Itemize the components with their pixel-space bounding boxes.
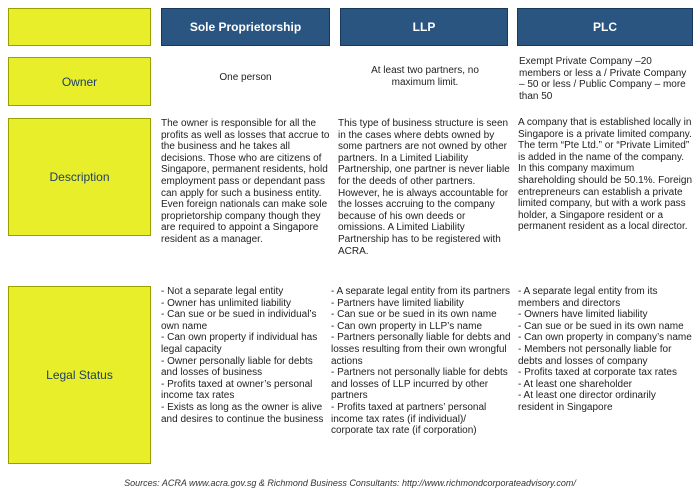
list-item: - Can own property in LLP’s name <box>331 320 483 332</box>
description-plc: A company that is established locally in Singapore is a private limited company. The term “Pte Ltd.” or “Private Limited” is added in the name of the company. In this company maximum shareholding should be 50.1%. Foreign entrepreneurs can establish a private limited company, but with a work pass holder, a Singapore resident or a permanent resident as a local director. <box>518 117 693 233</box>
description-sole: The owner is responsible for all the profits as well as losses that accrue to the business and he takes all decisions. Those who are citizens of Singapore, permanent residents, hold employment pass or dependant pass can apply for such a business entity. Even foreign nationals can make sole proprietorship company though they are required to appoint a Singapore resident as a manager. <box>161 118 330 245</box>
list-item: - Profits taxed at partners’ personal income tax rates (if individual)/ corporate tax rate (if corporation) <box>331 401 487 437</box>
list-item: - Can sue or be sued in its own name <box>518 320 684 332</box>
list-item: - At least one shareholder <box>518 378 632 390</box>
list-item: - At least one director ordinarily resident in Singapore <box>518 390 656 413</box>
list-item: - Owner has unlimited liability <box>161 297 292 309</box>
list-item: - Can own property in company’s name <box>518 332 692 344</box>
header-plc: PLC <box>517 8 693 46</box>
row-label-description: Description <box>8 118 151 236</box>
owner-llp: At least two partners, no maximum limit. <box>371 65 479 88</box>
list-item: - Profits taxed at corporate tax rates <box>518 367 677 379</box>
list-item: - Partners not personally liable for debts and losses of LLP incurred by other partners <box>331 367 508 402</box>
header-corner-cell <box>8 8 151 46</box>
legal-llp <box>331 286 511 437</box>
header-sole-proprietorship: Sole Proprietorship <box>161 8 330 46</box>
list-item: - Partners personally liable for debts and losses resulting from their own wrongful actions <box>331 332 511 367</box>
header-llp: LLP <box>340 8 508 46</box>
list-item: - Can own property if individual has legal capacity <box>161 332 318 355</box>
description-llp: This type of business structure is seen in the cases where debts owned by some partners are not owned by other partners. In a Limited Liability Partnership, one partner is never liable for the deeds of other partners. However, he is always accountable for the losses accruing to the company because of his own deeds or omissions. A Limited Liability Partnership has to be registered with ACRA. <box>338 118 510 257</box>
sources-footnote: Sources: ACRA www.acra.gov.sg & Richmond Business Consultants: http://www.richmondcorporateadvisory.com/ <box>124 478 576 488</box>
list-item: - Members not personally liable for debts and losses of company <box>518 343 672 367</box>
list-item: - Partners have limited liability <box>331 297 464 309</box>
list-item: - A separate legal entity from its members and directors <box>518 286 658 309</box>
list-item: - Owner personally liable for debts and losses of business <box>161 355 313 379</box>
list-item: - Owners have limited liability <box>518 309 648 321</box>
list-item: - Can sue or be sued in individual’s own name <box>161 309 317 332</box>
list-item: - A separate legal entity from its partners <box>331 286 510 297</box>
list-item: - Exists as long as the owner is alive and desires to continue the business <box>161 401 324 425</box>
list-item: - Profits taxed at owner’s personal income tax rates <box>161 378 313 402</box>
row-label-owner: Owner <box>8 57 151 106</box>
legal-sole <box>161 286 331 425</box>
list-item: - Can sue or be sued in its own name <box>331 309 497 321</box>
row-label-legal-status: Legal Status <box>8 286 151 464</box>
owner-plc: Exempt Private Company –20 members or less a / Private Company – 50 or less / Public Company – more than 50 <box>519 56 687 102</box>
legal-plc <box>518 286 694 414</box>
owner-sole: One person <box>219 72 272 83</box>
list-item: - Not a separate legal entity <box>161 286 284 297</box>
